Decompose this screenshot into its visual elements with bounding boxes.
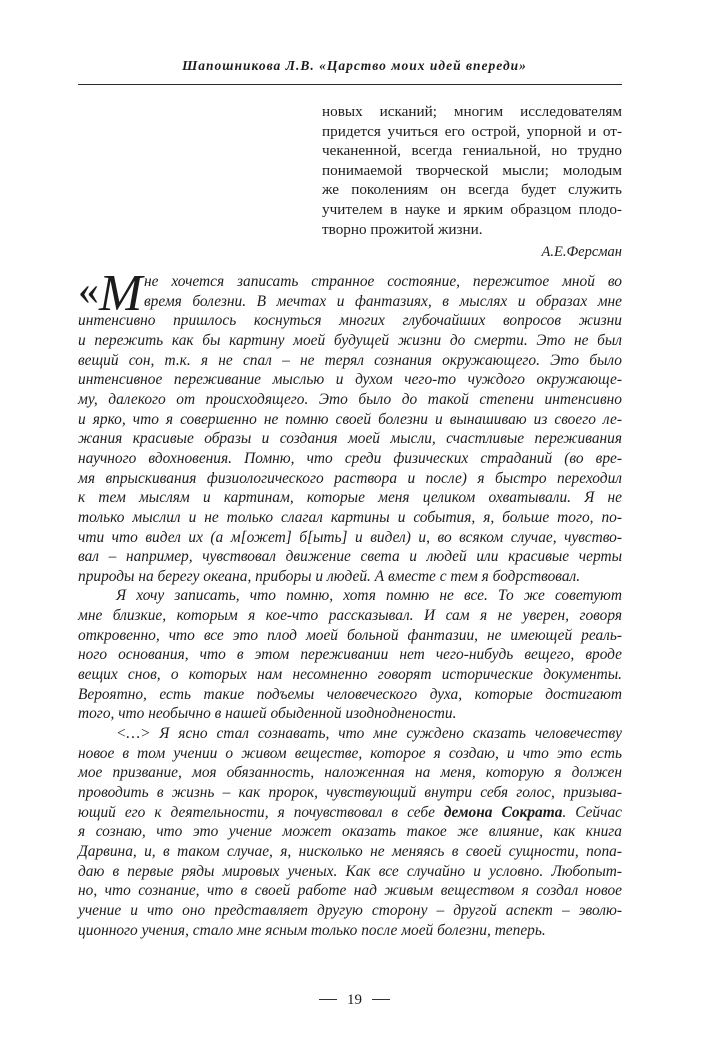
text-line: ного основания, что в этом переживании нет чего-нибудь вещего, вроде xyxy=(78,646,622,664)
text-line: мя впрыскивания физиологического раствора и после) я быстро переходил xyxy=(78,469,622,487)
text-line: Я хочу записать, что помню, хотя помню не все. То же советуют xyxy=(116,587,622,605)
text-line: к тем мыслям и картинам, которые меня целиком охватывали. Я не xyxy=(78,489,622,507)
text-line: вещий сон, т.к. я не спал – не терял сознания окружающего. Это было xyxy=(78,351,622,369)
text-line: время болезни. В мечтах и фантазиях, в мыслях и образах мне xyxy=(144,292,622,310)
text-line: научного вдохновения. Помню, что среди физических страданий (во вре- xyxy=(78,449,622,467)
text-line: <…> Я ясно стал сознавать, что мне суждено сказать человечеству xyxy=(116,725,622,743)
text-line: жания красивые образы и создания моей мысли, счастливые переживания xyxy=(78,430,622,448)
text-line: чти что видел их (а м[ожет] б[ыть] и видел) и, во всяком случае, чувство- xyxy=(78,528,622,546)
epigraph-line: же поколениям он всегда будет служить xyxy=(322,181,622,199)
text-line: мне близкие, которым я кое-что рассказывал. И сам я не уверен, говоря xyxy=(78,607,622,625)
text-line: и пережить как бы картину моей будущей жизни до смерти. Это не был xyxy=(78,331,622,349)
quoted-text xyxy=(78,265,622,940)
epigraph-line: творно прожитой жизни. xyxy=(322,220,483,238)
running-head: Шапошникова Л.В. «Царство моих идей впереди» xyxy=(182,58,527,73)
text-line: но, что сознание, что в своей работе над живым веществом я создал новое xyxy=(78,882,622,900)
text-line: того, что необычно в нашей обыденной изодноднености. xyxy=(78,705,457,723)
text-line: вещих снов, о которых нам несомненно говорят исторические документы. xyxy=(78,666,622,684)
text-line: природы на берегу океана, приборы и людей. А вместе с тем я бодрствовал. xyxy=(78,567,581,585)
folio-dash-left xyxy=(319,999,337,1000)
drop-cap-letter: М xyxy=(99,265,143,322)
text-line: му, далекого от происходящего. Это было до такой степени интенсивно xyxy=(78,390,622,408)
epigraph xyxy=(322,102,622,263)
text-line: интенсивно пришлось коснуться многих глубочайших вопросов жизни xyxy=(78,312,622,330)
text-line: новое в том учении о живом веществе, которое я создаю, и что это есть xyxy=(78,744,622,762)
text-segment: . Сейчас xyxy=(562,803,622,821)
text-line: проводить в жизнь – как пророк, чувствующий внутри себя голос, призыва- xyxy=(78,784,622,802)
text-line: Вероятно, есть такие подъемы человеческого духа, которые достигают xyxy=(78,685,622,703)
page-number: 19 xyxy=(347,992,362,1008)
text-line: вал – например, чувствовал движение света и людей или красивые черты xyxy=(78,548,622,566)
header-rule xyxy=(78,84,622,85)
text-line: только мыслил и не только слагал картины и события, я, больше того, по- xyxy=(78,508,622,526)
text-line: Дарвина, и, в таком случае, я, нисколько не меняясь в своей сущности, попа- xyxy=(78,843,622,861)
epigraph-line: чеканенной, всегда гениальной, но трудно xyxy=(322,142,622,160)
epigraph-line: придется учиться его острой, упорной и от- xyxy=(322,122,622,140)
epigraph-line: понимаемой творческой мысли; молодым xyxy=(322,161,622,179)
epigraph-line: учителем в науке и ярким образцом плодо- xyxy=(322,200,622,218)
drop-cap xyxy=(78,265,143,322)
folio-dash-right xyxy=(372,999,390,1000)
text-line: даю в первые ряды мировых ученых. Как все случайно и условно. Любопыт- xyxy=(78,862,622,880)
opening-quote-mark: « xyxy=(78,268,99,314)
text-line: мое призвание, моя обязанность, наложенная на меня, которую я должен xyxy=(78,764,622,782)
text-line xyxy=(78,803,622,823)
page-footer xyxy=(0,992,709,1009)
text-line: и ярко, что я совершенно не помню своей болезни и вынашиваю из своего ле- xyxy=(78,410,622,428)
text-line: ционного учения, стало мне ясным только после моей болезни, теперь. xyxy=(78,921,546,939)
epigraph-line: новых исканий; многим исследователям xyxy=(322,103,622,120)
text-line: интенсивное переживание мыслью и духом чего-то чуждого окружающе- xyxy=(78,371,622,389)
text-line: откровенно, что все это плод моей больной фантазии, не имеющей реаль- xyxy=(78,626,622,644)
text-line: не хочется записать странное состояние, пережитое мной во xyxy=(144,273,622,290)
text-segment: ющий его к деятельности, я почувствовал в себе xyxy=(78,803,444,821)
epigraph-author: А.Е.Ферсман xyxy=(541,244,622,261)
text-line: я сознаю, что это учение может оказать такое же влияние, как книга xyxy=(78,823,622,841)
text-line: учение и что оно представляет другую сторону – другой аспект – эволю- xyxy=(78,901,622,919)
emphasis-demon-socrates: демона Сократа xyxy=(443,803,563,821)
